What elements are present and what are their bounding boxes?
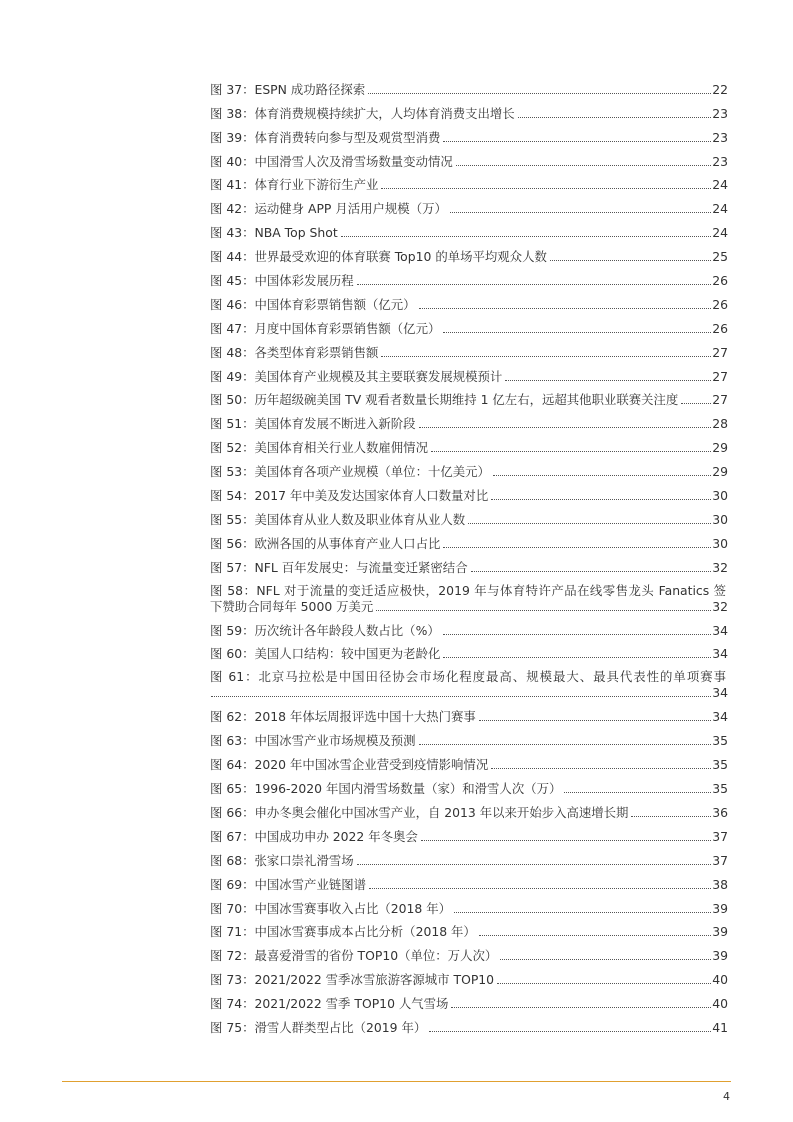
dot-leader <box>518 116 712 118</box>
toc-entry-page: 34 <box>712 622 728 638</box>
toc-entry[interactable] <box>210 312 728 336</box>
dot-leader <box>454 911 711 913</box>
toc-entry[interactable] <box>210 216 728 240</box>
toc-entry-label: 图 56：欧洲各国的从事体育产业人口占比 <box>210 535 441 551</box>
toc-entry-page: 34 <box>712 709 728 725</box>
dot-leader <box>443 331 711 333</box>
toc-entry[interactable] <box>210 407 728 431</box>
toc-entry-page: 22 <box>712 81 728 97</box>
dot-leader <box>456 164 711 166</box>
dot-leader <box>443 140 711 142</box>
toc-entry-page: 28 <box>712 416 728 432</box>
toc-entry-page: 29 <box>712 440 728 456</box>
dot-leader <box>381 355 711 357</box>
dot-leader <box>419 307 712 309</box>
dot-leader <box>497 982 711 984</box>
toc-entry[interactable] <box>210 121 728 145</box>
toc-entry[interactable] <box>210 638 728 662</box>
toc-entry-page: 40 <box>712 972 728 988</box>
toc-entry-label: 图 69：中国冰雪产业链图谱 <box>210 876 367 892</box>
toc-entry-page: 35 <box>712 781 728 797</box>
toc-entry-label: 图 37：ESPN 成功路径探索 <box>210 81 366 97</box>
toc-entry-page: 32 <box>712 559 728 575</box>
toc-entry[interactable] <box>210 772 728 796</box>
toc-entry-page: 30 <box>712 535 728 551</box>
dot-leader <box>419 743 712 745</box>
toc-entry[interactable] <box>210 97 728 121</box>
dot-leader <box>468 522 711 524</box>
toc-entry-label: 图 42：运动健身 APP 月活用户规模（万） <box>210 201 447 217</box>
footer-rule <box>62 1081 731 1082</box>
toc-entry-page: 34 <box>712 646 728 662</box>
dot-leader <box>211 695 711 697</box>
toc-entry-label: 图 64：2020 年中国冰雪企业营受到疫情影响情况 <box>210 757 489 773</box>
toc-entry[interactable] <box>210 963 728 987</box>
dot-leader <box>505 379 711 381</box>
toc-entry-label: 图 74：2021/2022 雪季 TOP10 人气雪场 <box>210 996 449 1012</box>
toc-entry-label: 图 44：世界最受欢迎的体育联赛 Top10 的单场平均观众人数 <box>210 249 547 265</box>
dot-leader <box>451 1006 711 1008</box>
toc-entry-label: 图 60：美国人口结构：较中国更为老龄化 <box>210 646 441 662</box>
dot-leader <box>443 633 711 635</box>
toc-entry-label: 图 41：体育行业下游衍生产业 <box>210 177 379 193</box>
toc-entry-page: 32 <box>712 598 728 614</box>
toc-entry-label: 图 50：历年超级碗美国 TV 观看者数量长期维持 1 亿左右，远超其他职业联赛关注度 <box>210 392 679 408</box>
toc-entry-label: 图 49：美国体育产业规模及其主要联赛发展规模预计 <box>210 368 503 384</box>
toc-entry-page: 27 <box>712 392 728 408</box>
toc-entry[interactable] <box>210 844 728 868</box>
toc-entry[interactable] <box>210 748 728 772</box>
toc-entry-page: 39 <box>712 924 728 940</box>
dot-leader <box>479 934 711 936</box>
toc-entry-label: 图 47：月度中国体育彩票销售额（亿元） <box>210 320 441 336</box>
toc-entry-page: 26 <box>712 320 728 336</box>
dot-leader <box>491 767 711 769</box>
toc-entry[interactable] <box>210 431 728 455</box>
dot-leader <box>429 1030 711 1032</box>
toc-entry[interactable] <box>210 724 728 748</box>
dot-leader <box>369 887 711 889</box>
toc-entry-page: 24 <box>712 201 728 217</box>
toc-entry-label: 图 51：美国体育发展不断进入新阶段 <box>210 416 416 432</box>
toc-entry[interactable] <box>210 264 728 288</box>
toc-entry-page: 26 <box>712 273 728 289</box>
toc-entry-page: 30 <box>712 488 728 504</box>
toc-entry-label: 图 63：中国冰雪产业市场规模及预测 <box>210 733 416 749</box>
toc-entry[interactable] <box>210 551 728 575</box>
dot-leader <box>443 546 711 548</box>
toc-entry-page: 38 <box>712 876 728 892</box>
toc-entry-label: 图 73：2021/2022 雪季冰雪旅游客源城市 TOP10 <box>210 972 495 988</box>
dot-leader <box>357 283 712 285</box>
dot-leader <box>491 498 711 500</box>
dot-leader <box>419 426 712 428</box>
toc-entry-page: 27 <box>712 344 728 360</box>
dot-leader <box>376 609 711 611</box>
toc-entry-page: 39 <box>712 900 728 916</box>
toc-entry-label: 图 52：美国体育相关行业人数雇佣情况 <box>210 440 428 456</box>
toc-entry-label: 图 75：滑雪人群类型占比（2019 年） <box>210 1019 427 1035</box>
toc-entry-page: 23 <box>712 153 728 169</box>
page-number: 4 <box>723 1090 730 1103</box>
dot-leader <box>357 863 712 865</box>
toc-entry-page: 23 <box>712 105 728 121</box>
toc-entry-page: 25 <box>712 249 728 265</box>
toc-entry[interactable] <box>210 73 728 97</box>
toc-entry[interactable] <box>210 288 728 312</box>
toc-entry-page: 39 <box>712 948 728 964</box>
dot-leader <box>431 450 711 452</box>
toc-entry[interactable] <box>210 820 728 844</box>
toc-entry-page: 24 <box>712 225 728 241</box>
toc-entry-label: 图 67：中国成功申办 2022 年冬奥会 <box>210 828 418 844</box>
toc-entry[interactable] <box>210 145 728 169</box>
toc-entry-label: 图 53：美国体育各项产业规模（单位：十亿美元） <box>210 464 490 480</box>
toc-entry[interactable] <box>210 384 728 408</box>
dot-leader <box>368 92 711 94</box>
toc-entry-page: 36 <box>712 804 728 820</box>
toc-entry[interactable] <box>210 360 728 384</box>
toc-entry-page: 26 <box>712 296 728 312</box>
dot-leader <box>479 719 711 721</box>
toc-entry[interactable] <box>210 939 728 963</box>
toc-entry-label: 图 48：各类型体育彩票销售额 <box>210 344 379 360</box>
toc-entry-page: 29 <box>712 464 728 480</box>
toc-entry[interactable] <box>210 1011 728 1035</box>
dot-leader <box>421 839 711 841</box>
toc-entry-label: 图 62：2018 年体坛周报评选中国十大热门赛事 <box>210 709 476 725</box>
toc-entry[interactable] <box>210 575 728 614</box>
toc-entry[interactable] <box>210 527 728 551</box>
toc-entry[interactable] <box>210 614 728 638</box>
toc-entry-page: 37 <box>712 852 728 868</box>
dot-leader <box>493 474 711 476</box>
dot-leader <box>381 187 711 189</box>
toc-entry-label: 图 71：中国冰雪赛事成本占比分析（2018 年） <box>210 924 476 940</box>
toc-entry[interactable] <box>210 503 728 527</box>
toc-entry[interactable] <box>210 455 728 479</box>
dot-leader <box>681 402 711 404</box>
toc-entry[interactable] <box>210 192 728 216</box>
toc-entry[interactable] <box>210 700 728 724</box>
dot-leader <box>341 235 712 237</box>
toc-entry-label: 图 43：NBA Top Shot <box>210 225 338 241</box>
toc-entry[interactable] <box>210 169 728 193</box>
toc-entry[interactable] <box>210 892 728 916</box>
dot-leader <box>631 815 711 817</box>
toc-entry[interactable] <box>210 240 728 264</box>
table-of-figures <box>210 73 728 1035</box>
toc-entry[interactable] <box>210 336 728 360</box>
toc-entry-page: 23 <box>712 129 728 145</box>
toc-entry-label: 图 68：张家口崇礼滑雪场 <box>210 852 354 868</box>
toc-entry-label: 图 72：最喜爱滑雪的省份 TOP10（单位：万人次） <box>210 948 498 964</box>
toc-entry-label: 图 66：申办冬奥会催化中国冰雪产业，自 2013 年以来开始步入高速增长期 <box>210 804 629 820</box>
toc-entry-page: 35 <box>712 757 728 773</box>
toc-entry-label: 图 59：历次统计各年龄段人数占比（%） <box>210 622 440 638</box>
dot-leader <box>471 570 712 572</box>
toc-entry-label: 图 54：2017 年中美及发达国家体育人口数量对比 <box>210 488 489 504</box>
toc-entry-label-continued: 下赞助合同每年 5000 万美元 <box>210 598 374 614</box>
dot-leader <box>500 958 711 960</box>
toc-entry-label: 图 65：1996-2020 年国内滑雪场数量（家）和滑雪人次（万） <box>210 781 562 797</box>
toc-entry[interactable] <box>210 987 728 1011</box>
toc-entry-label: 图 39：体育消费转向参与型及观赏型消费 <box>210 129 441 145</box>
toc-entry[interactable] <box>210 661 728 700</box>
toc-entry-page: 41 <box>712 1019 728 1035</box>
toc-entry-page: 35 <box>712 733 728 749</box>
toc-entry[interactable] <box>210 916 728 940</box>
toc-entry-label: 图 45：中国体彩发展历程 <box>210 273 354 289</box>
toc-entry-page: 30 <box>712 511 728 527</box>
toc-entry[interactable] <box>210 479 728 503</box>
toc-entry-page: 34 <box>712 685 728 701</box>
toc-entry-label: 图 55：美国体育从业人数及职业体育从业人数 <box>210 511 466 527</box>
toc-entry-page: 24 <box>712 177 728 193</box>
dot-leader <box>564 791 711 793</box>
toc-entry-page: 27 <box>712 368 728 384</box>
toc-entry-page: 37 <box>712 828 728 844</box>
toc-entry-label: 图 58：NFL 对于流量的变迁适应极快，2019 年与体育特许产品在线零售龙头 Fanatics 签 <box>210 582 726 598</box>
toc-entry-label: 图 38：体育消费规模持续扩大，人均体育消费支出增长 <box>210 105 515 121</box>
toc-entry-label: 图 46：中国体育彩票销售额（亿元） <box>210 296 416 312</box>
toc-entry[interactable] <box>210 868 728 892</box>
toc-entry-label: 图 61：北京马拉松是中国田径协会市场化程度最高、规模最大、最具代表性的单项赛事 <box>210 669 726 685</box>
toc-entry-page: 40 <box>712 996 728 1012</box>
toc-entry-label: 图 70：中国冰雪赛事收入占比（2018 年） <box>210 900 452 916</box>
toc-entry-label: 图 57：NFL 百年发展史：与流量变迁紧密结合 <box>210 559 468 575</box>
dot-leader <box>450 211 711 213</box>
toc-entry-label: 图 40：中国滑雪人次及滑雪场数量变动情况 <box>210 153 453 169</box>
toc-entry[interactable] <box>210 796 728 820</box>
dot-leader <box>443 656 711 658</box>
dot-leader <box>550 259 711 261</box>
